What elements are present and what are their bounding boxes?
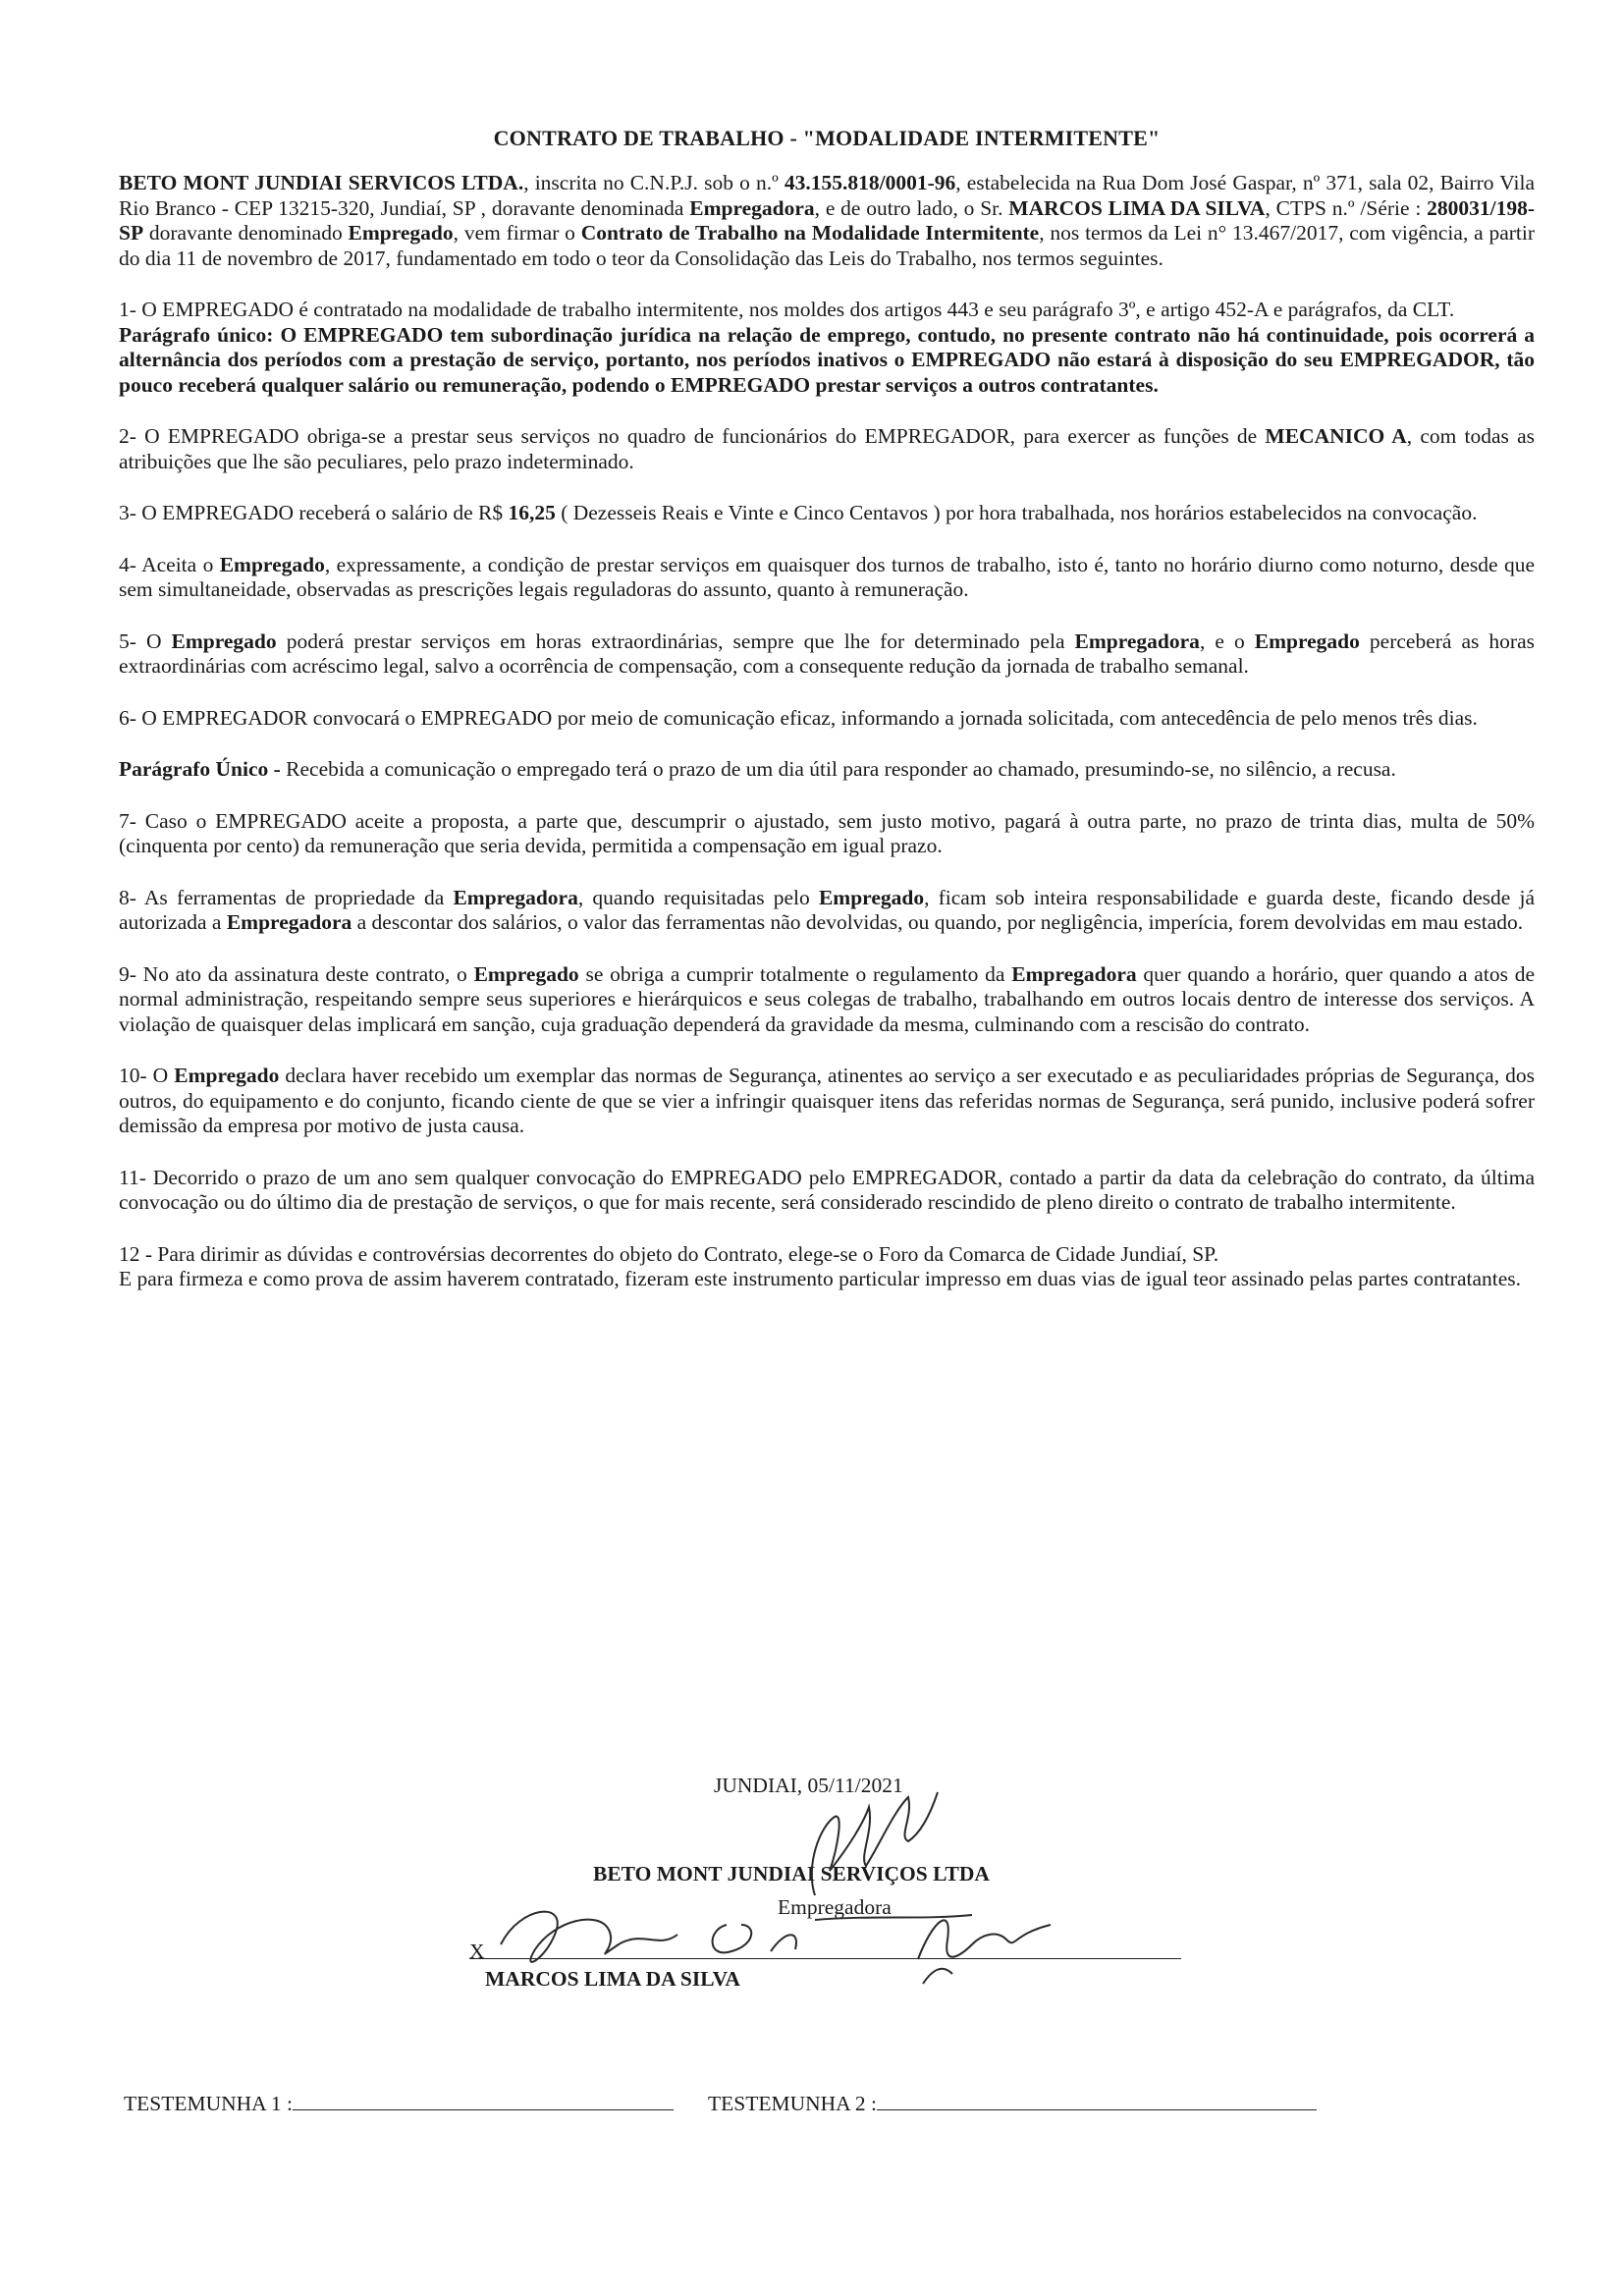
ctps-number: 280031/198-SP [119, 195, 1535, 245]
company-signature-scribble [776, 1777, 972, 1905]
witness-1 [124, 2092, 674, 2116]
witness-1-line [293, 2109, 674, 2110]
clause-6-paragraph: Parágrafo Único - Recebida a comunicação o empregado terá o prazo de um dia útil para responder ao chamado, presumindo-se, no silêncio, a recusa. [119, 757, 1396, 781]
witness-1-label: TESTEMUNHA 1 : [124, 2092, 293, 2115]
document-title: CONTRATO DE TRABALHO - "MODALIDADE INTERMITENTE" [493, 126, 1161, 150]
clause-9: 9- No ato da assinatura deste contrato, o Empregado se obriga a cumprir totalmente o regulamento da Empregadora quer quando a horário, quer quando a atos de normal administração, respeitando sempre seus superiores e hierárquicos e seus colegas de trabalho, trabalhando em outros locais dentro de interesse dos serviços. A violação de quaisquer delas implicará em sanção, cuja graduação dependerá da gravidade da mesma, culminando com a rescisão do contrato. [119, 961, 1535, 1036]
employee-signature-name: MARCOS LIMA DA SILVA [485, 1967, 740, 1991]
job-role: MECANICO A [1265, 424, 1407, 448]
place-date: JUNDIAI, 05/11/2021 [714, 1774, 903, 1797]
contract-page [119, 126, 1535, 1292]
witness-2 [708, 2092, 1317, 2116]
cnpj: 43.155.818/0001-96 [784, 171, 956, 194]
clause-12: 12 - Para dirimir as dúvidas e controvérsias decorrentes do objeto do Contrato, elege-se o Foro da Comarca de Cidade Jundiaí, SP. [119, 1241, 1219, 1266]
clause-1: 1- O EMPREGADO é contratado na modalidade de trabalho intermitente, nos moldes dos artigos 443 e seu parágrafo 3º, e artigo 452-A e parágrafos, da CLT. [119, 298, 1455, 321]
clause-1-paragraph: Parágrafo único: O EMPREGADO tem subordinação jurídica na relação de emprego, contudo, no presente contrato não há continuidade, pois ocorrerá a alternância dos períodos com a prestação de serviço, portanto, nos períodos inativos o EMPREGADO não estará à disposição do seu EMPREGADOR, tão pouco receberá qualquer salário ou remuneração, podendo o EMPREGADO prestar serviços a outros contratantes. [119, 322, 1535, 397]
hourly-wage: 16,25 [508, 501, 556, 524]
clause-3: 3- O EMPREGADO receberá o salário de R$ 16,25 ( Dezesseis Reais e Vinte e Cinco Centavos ) por hora trabalhada, nos horários estabelecidos na convocação. [119, 501, 1478, 524]
clause-10: 10- O Empregado declara haver recebido um exemplar das normas de Segurança, atinentes ao serviço a ser executado e as peculiaridades próprias de Segurança, dos outros, do equipamento e do conjunto, ficando ciente de que se vier a infringir quaisquer itens das referidas normas de Segurança, será punido, inclusive poderá sofrer demissão da empresa por motivo de justa causa. [119, 1064, 1535, 1137]
clause-4: 4- Aceita o Empregado, expressamente, a condição de prestar serviços em quaisquer dos turnos de trabalho, isto é, tanto no horário diurno como noturno, desde que sem simultaneidade, observadas as prescrições legais reguladoras do assunto, quanto à remuneração. [119, 552, 1535, 601]
closing-statement: E para firmeza e como prova de assim haverem contratado, fizeram este instrumento particular impresso em duas vias de igual teor assinado pelas partes contratantes. [119, 1267, 1522, 1290]
clause-7: 7- Caso o EMPREGADO aceite a proposta, a parte que, descumprir o ajustado, sem justo motivo, pagará à outra parte, no prazo de trinta dias, multa de 50% (cinquenta por cento) da remuneração que seria devida, permitida a compensação em igual prazo. [119, 808, 1535, 857]
company-signature-role: Empregadora [778, 1895, 892, 1919]
signature-x-mark: X [469, 1940, 485, 1963]
intro-paragraph: BETO MONT JUNDIAI SERVICOS LTDA., inscrita no C.N.P.J. sob o n.º 43.155.818/0001-96, estabelecida na Rua Dom José Gaspar, nº 371, sala 02, Bairro Vila Rio Branco - CEP 13215-320, Jundiaí, SP , doravante denominada Empregadora, e de outro lado, o Sr. MARCOS LIMA DA SILVA, CTPS n.º /Série : 280031/198-SP doravante denominado Empregado, vem firmar o Contrato de Trabalho na Modalidade Intermitente, nos termos da Lei n° 13.467/2017, com vigência, a partir do dia 11 de novembro de 2017, fundamentado em todo o teor da Consolidação das Leis do Trabalho, nos termos seguintes. [119, 171, 1536, 270]
employee-name: MARCOS LIMA DA SILVA [1008, 195, 1266, 220]
clause-8: 8- As ferramentas de propriedade da Empregadora, quando requisitadas pelo Empregado, ficam sob inteira responsabilidade e guarda deste, ficando desde já autorizada a Empregadora a descontar dos salários, o valor das ferramentas não devolvidas, ou quando, por negligência, imperícia, forem devolvidas em mau estado. [119, 885, 1536, 934]
clause-5: 5- O Empregado poderá prestar serviços em horas extraordinárias, sempre que lhe for determinado pela Empregadora, e o Empregado perceberá as horas extraordinárias com acréscimo legal, salvo a ocorrência de compensação, com a consequente redução da jornada de trabalho semanal. [119, 629, 1535, 678]
clause-6: 6- O EMPREGADOR convocará o EMPREGADO por meio de comunicação eficaz, informando a jornada solicitada, com antecedência de pelo menos três dias. [119, 705, 1478, 730]
clause-2: 2- O EMPREGADO obriga-se a prestar seus serviços no quadro de funcionários do EMPREGADOR, para exercer as funções de MECANICO A, com todas as atribuições que lhe são peculiares, pelo prazo indeterminado. [119, 424, 1536, 473]
company-signature-name: BETO MONT JUNDIAI SERVIÇOS LTDA [593, 1862, 990, 1886]
witness-2-label: TESTEMUNHA 2 : [708, 2092, 877, 2115]
clause-11: 11- Decorrido o prazo de um ano sem qualquer convocação do EMPREGADO pelo EMPREGADOR, contado a partir da data da celebração do contrato, da última convocação ou do último dia de prestação de serviços, o que for mais recente, será considerado rescindido de pleno direito o contrato de trabalho intermitente. [119, 1165, 1535, 1214]
company-name: BETO MONT JUNDIAI SERVICOS LTDA. [119, 171, 524, 194]
witness-2-line [877, 2109, 1317, 2110]
